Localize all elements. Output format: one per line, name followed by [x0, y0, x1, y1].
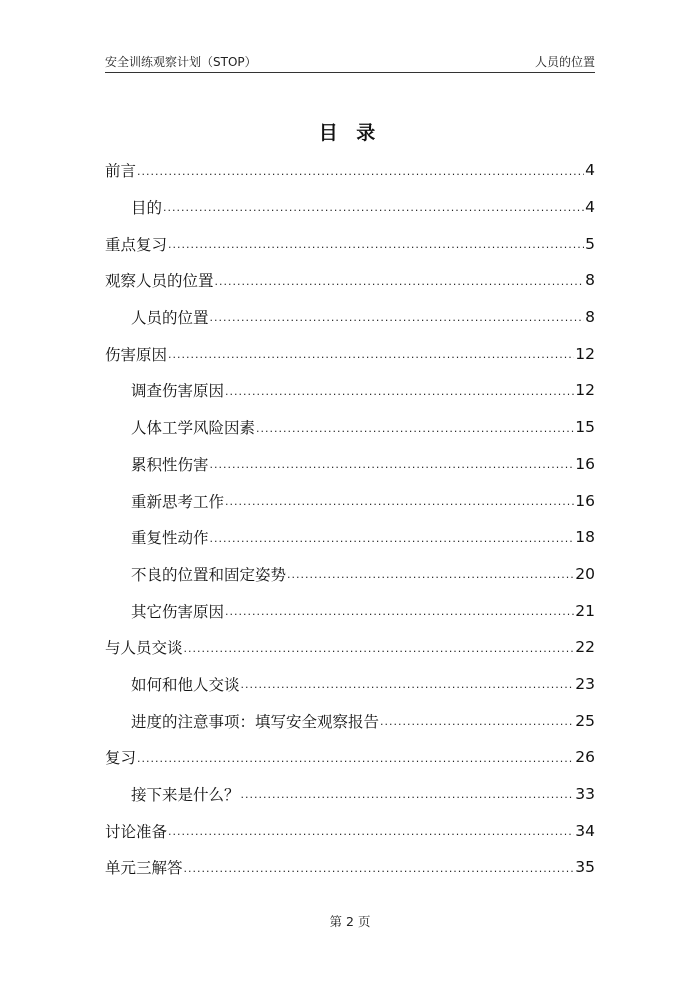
toc-entry[interactable]: [105, 666, 595, 703]
toc-dot-leader: [287, 568, 574, 592]
toc-entry-page-number: 4: [585, 198, 595, 217]
toc-entry[interactable]: [105, 702, 595, 739]
toc-entry-page-number: 4: [585, 161, 595, 180]
toc-entry-title: 伤害原因: [105, 345, 168, 364]
toc-dot-leader: [168, 238, 584, 262]
toc-dot-leader: [380, 715, 574, 739]
page-header: [105, 50, 595, 72]
toc-dot-leader: [168, 348, 574, 372]
toc-entry-page-number: 15: [575, 418, 595, 437]
toc-entry-page-number: 20: [575, 564, 595, 583]
toc-entry[interactable]: [105, 592, 595, 629]
toc-dot-leader: [225, 385, 574, 409]
toc-entry[interactable]: [105, 409, 595, 446]
toc-dot-leader: [184, 642, 575, 666]
toc-dot-leader: [256, 422, 574, 446]
toc-dot-leader: [241, 678, 575, 702]
toc-entry[interactable]: [105, 262, 595, 299]
header-section-title: 人员的位置: [534, 54, 595, 69]
toc-entry-title: 累积性伤害: [131, 455, 209, 474]
toc-entry[interactable]: [105, 225, 595, 262]
toc-entry-title: 如何和他人交谈: [131, 675, 240, 694]
toc-entry[interactable]: [105, 812, 595, 849]
toc-entry-page-number: 8: [585, 271, 595, 290]
toc-entry-title: 与人员交谈: [105, 639, 183, 658]
toc-dot-leader: [137, 165, 584, 189]
toc-entry-page-number: 12: [575, 344, 595, 363]
toc-entry-page-number: 18: [575, 528, 595, 547]
toc-dot-leader: [210, 458, 575, 482]
toc-entry-page-number: 33: [575, 785, 595, 804]
toc-entry[interactable]: [105, 776, 595, 813]
toc-entry-page-number: 12: [575, 381, 595, 400]
page-footer: [0, 912, 700, 930]
toc-entry-title: 重复性动作: [131, 529, 209, 548]
toc-entry[interactable]: [105, 629, 595, 666]
toc-entry-title: 目的: [131, 199, 163, 218]
toc-entry-title: 接下来是什么？: [131, 786, 240, 805]
toc-dot-leader: [137, 752, 574, 776]
toc-entry-title: 观察人员的位置: [105, 272, 214, 291]
toc-dot-leader: [225, 495, 574, 519]
toc-entry-title: 重点复习: [105, 235, 168, 254]
toc-dot-leader: [163, 201, 584, 225]
toc-entry-title: 进度的注意事项：填写安全观察报告: [131, 712, 380, 731]
toc-entry[interactable]: [105, 152, 595, 189]
toc-entry-title: 重新思考工作: [131, 492, 225, 511]
toc-entry[interactable]: [105, 189, 595, 226]
toc-dot-leader: [168, 825, 574, 849]
toc-entry[interactable]: [105, 739, 595, 776]
header-document-title: 安全训练观察计划（STOP）: [105, 54, 257, 69]
header-divider: [105, 72, 595, 73]
toc-entry-page-number: 25: [575, 711, 595, 730]
toc-entry[interactable]: [105, 299, 595, 336]
toc-entry-title: 其它伤害原因: [131, 602, 225, 621]
toc-dot-leader: [241, 788, 575, 812]
toc-entry-page-number: 23: [575, 674, 595, 693]
toc-entry-page-number: 16: [575, 454, 595, 473]
toc-entry[interactable]: [105, 335, 595, 372]
toc-dot-leader: [215, 275, 585, 299]
toc-entry-title: 调查伤害原因: [131, 382, 225, 401]
toc-entry[interactable]: [105, 556, 595, 593]
table-of-contents: [105, 152, 595, 886]
toc-dot-leader: [210, 532, 575, 556]
toc-dot-leader: [184, 862, 575, 886]
toc-entry[interactable]: [105, 482, 595, 519]
toc-entry-page-number: 21: [575, 601, 595, 620]
toc-title: 目 录: [318, 122, 382, 144]
toc-entry-page-number: 22: [575, 638, 595, 657]
toc-entry-title: 人员的位置: [131, 309, 209, 328]
toc-entry-page-number: 8: [585, 308, 595, 327]
toc-entry-title: 前言: [105, 162, 137, 181]
toc-entry-title: 复习: [105, 749, 137, 768]
toc-entry-page-number: 5: [585, 234, 595, 253]
page-number-label: 第 2 页: [329, 914, 371, 929]
toc-entry-title: 单元三解答: [105, 859, 183, 878]
toc-entry-title: 不良的位置和固定姿势: [131, 565, 287, 584]
toc-entry[interactable]: [105, 446, 595, 483]
toc-entry-page-number: 16: [575, 491, 595, 510]
toc-entry-page-number: 26: [575, 748, 595, 767]
toc-dot-leader: [210, 311, 585, 335]
toc-entry[interactable]: [105, 849, 595, 886]
toc-entry[interactable]: [105, 372, 595, 409]
toc-entry-page-number: 35: [575, 858, 595, 877]
toc-dot-leader: [225, 605, 574, 629]
toc-entry-title: 讨论准备: [105, 822, 168, 841]
toc-entry-title: 人体工学风险因素: [131, 419, 256, 438]
toc-entry-page-number: 34: [575, 821, 595, 840]
toc-entry[interactable]: [105, 519, 595, 556]
